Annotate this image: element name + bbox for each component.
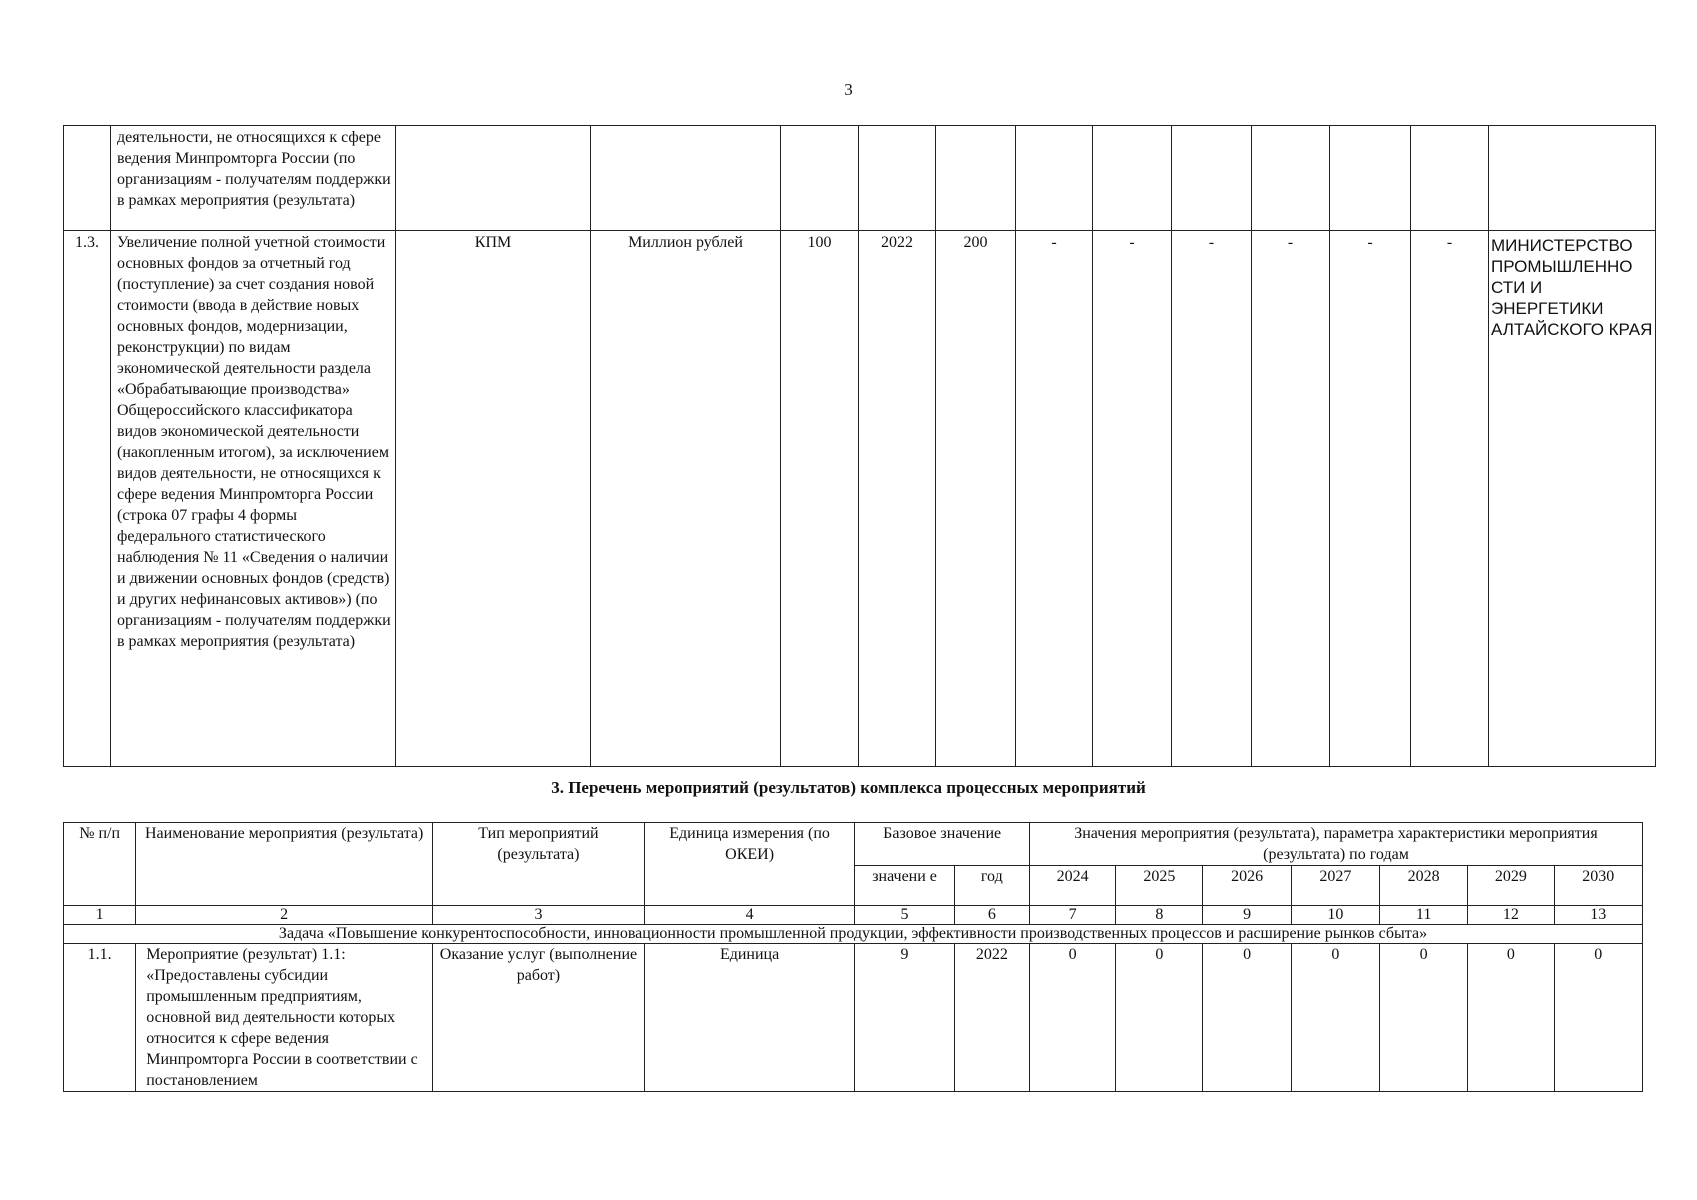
column-number: 2 — [136, 906, 433, 925]
column-number: 12 — [1468, 906, 1554, 925]
measure-unit: Единица — [644, 944, 855, 1092]
column-number: 4 — [644, 906, 855, 925]
header-number: № п/п — [64, 823, 136, 906]
column-number: 3 — [433, 906, 645, 925]
continuation-text: деятельности, не относящихся к сфере ведения Минпромторга России (по организациям - получателям поддержки в рамках мероприятия (результата) — [111, 126, 396, 231]
header-base-year: год — [954, 866, 1029, 906]
base-year: 2022 — [859, 231, 936, 767]
header-year: 2026 — [1203, 866, 1291, 906]
row-number: 1.3. — [64, 231, 111, 767]
column-number: 9 — [1203, 906, 1291, 925]
header-year: 2025 — [1116, 866, 1203, 906]
base-value: 100 — [781, 231, 859, 767]
year-value: - — [1093, 231, 1172, 767]
base-value: 9 — [855, 944, 954, 1092]
header-year: 2029 — [1468, 866, 1554, 906]
row-number: 1.1. — [64, 944, 136, 1092]
task-title: Задача «Повышение конкурентоспособности, инновационности промышленной продукции, эффективности производственных процессов и расширение рынков сбыта» — [64, 925, 1643, 944]
year-value: - — [1330, 231, 1411, 767]
base-year: 2022 — [954, 944, 1029, 1092]
measure-name: Мероприятие (результат) 1.1: «Предоставлены субсидии промышленным предприятиям, основной вид деятельности которых относится к сфере ведения Минпромторга России в соответствии с постановлением — [136, 944, 433, 1092]
header-year: 2024 — [1029, 866, 1115, 906]
year-value: 0 — [1116, 944, 1203, 1092]
indicator-name: Увеличение полной учетной стоимости основных фондов за отчетный год (поступление) за счет создания новой стоимости (ввода в действие новых основных фондов, модернизации, реконструкции) по видам экономической деятельности раздела «Обрабатывающие производства» Общероссийского классификатора видов экономической деятельности (накопленным итогом), за исключением видов деятельности, не относящихся к сфере ведения Минпромторга России (строка 07 графы 4 формы федерального статистического наблюдения № 11 «Сведения о наличии и движении основных фондов (средств) и других нефинансовых активов») (по организациям - получателям поддержки в рамках мероприятия (результата) — [111, 231, 396, 767]
year-value: - — [1252, 231, 1330, 767]
header-base: Базовое значение — [855, 823, 1030, 866]
section-title: 3. Перечень мероприятий (результатов) комплекса процессных мероприятий — [551, 778, 1146, 797]
header-year: 2028 — [1380, 866, 1468, 906]
header-row — [64, 823, 1643, 866]
year-value: - — [1172, 231, 1252, 767]
column-number: 1 — [64, 906, 136, 925]
header-values: Значения мероприятия (результата), параметра характеристики мероприятия (результата) по годам — [1029, 823, 1642, 866]
column-number: 10 — [1291, 906, 1379, 925]
table-row — [64, 944, 1643, 1092]
header-year: 2030 — [1554, 866, 1642, 906]
task-row — [64, 925, 1643, 944]
year-value: 0 — [1291, 944, 1379, 1092]
year-value: 0 — [1380, 944, 1468, 1092]
column-number: 11 — [1380, 906, 1468, 925]
indicator-unit: Миллион рублей — [591, 231, 781, 767]
header-year: 2027 — [1291, 866, 1379, 906]
measure-type: Оказание услуг (выполнение работ) — [433, 944, 645, 1092]
column-number: 6 — [954, 906, 1029, 925]
column-number: 5 — [855, 906, 954, 925]
year-value: 0 — [1203, 944, 1291, 1092]
table-row — [64, 126, 1656, 231]
year-value: - — [1016, 231, 1093, 767]
column-number: 8 — [1116, 906, 1203, 925]
header-unit: Единица измерения (по ОКЕИ) — [644, 823, 855, 906]
indicator-value: 200 — [936, 231, 1016, 767]
year-value: - — [1411, 231, 1489, 767]
header-base-value: значени е — [855, 866, 954, 906]
year-value: 0 — [1468, 944, 1554, 1092]
indicators-table-continuation — [63, 125, 1656, 767]
responsible-agency: МИНИСТЕРСТВО ПРОМЫШЛЕННО СТИ И ЭНЕРГЕТИКИ АЛТАЙСКОГО КРАЯ — [1489, 231, 1656, 767]
year-value: 0 — [1029, 944, 1115, 1092]
header-type: Тип мероприятий (результата) — [433, 823, 645, 906]
page-number: 3 — [844, 80, 853, 99]
year-value: 0 — [1554, 944, 1642, 1092]
header-name: Наименование мероприятия (результата) — [136, 823, 433, 906]
column-numbers-row — [64, 906, 1643, 925]
column-number: 7 — [1029, 906, 1115, 925]
process-measures-table — [63, 822, 1643, 1092]
indicator-type: КПМ — [396, 231, 591, 767]
column-number: 13 — [1554, 906, 1642, 925]
cell-number — [64, 126, 111, 231]
table-row — [64, 231, 1656, 767]
